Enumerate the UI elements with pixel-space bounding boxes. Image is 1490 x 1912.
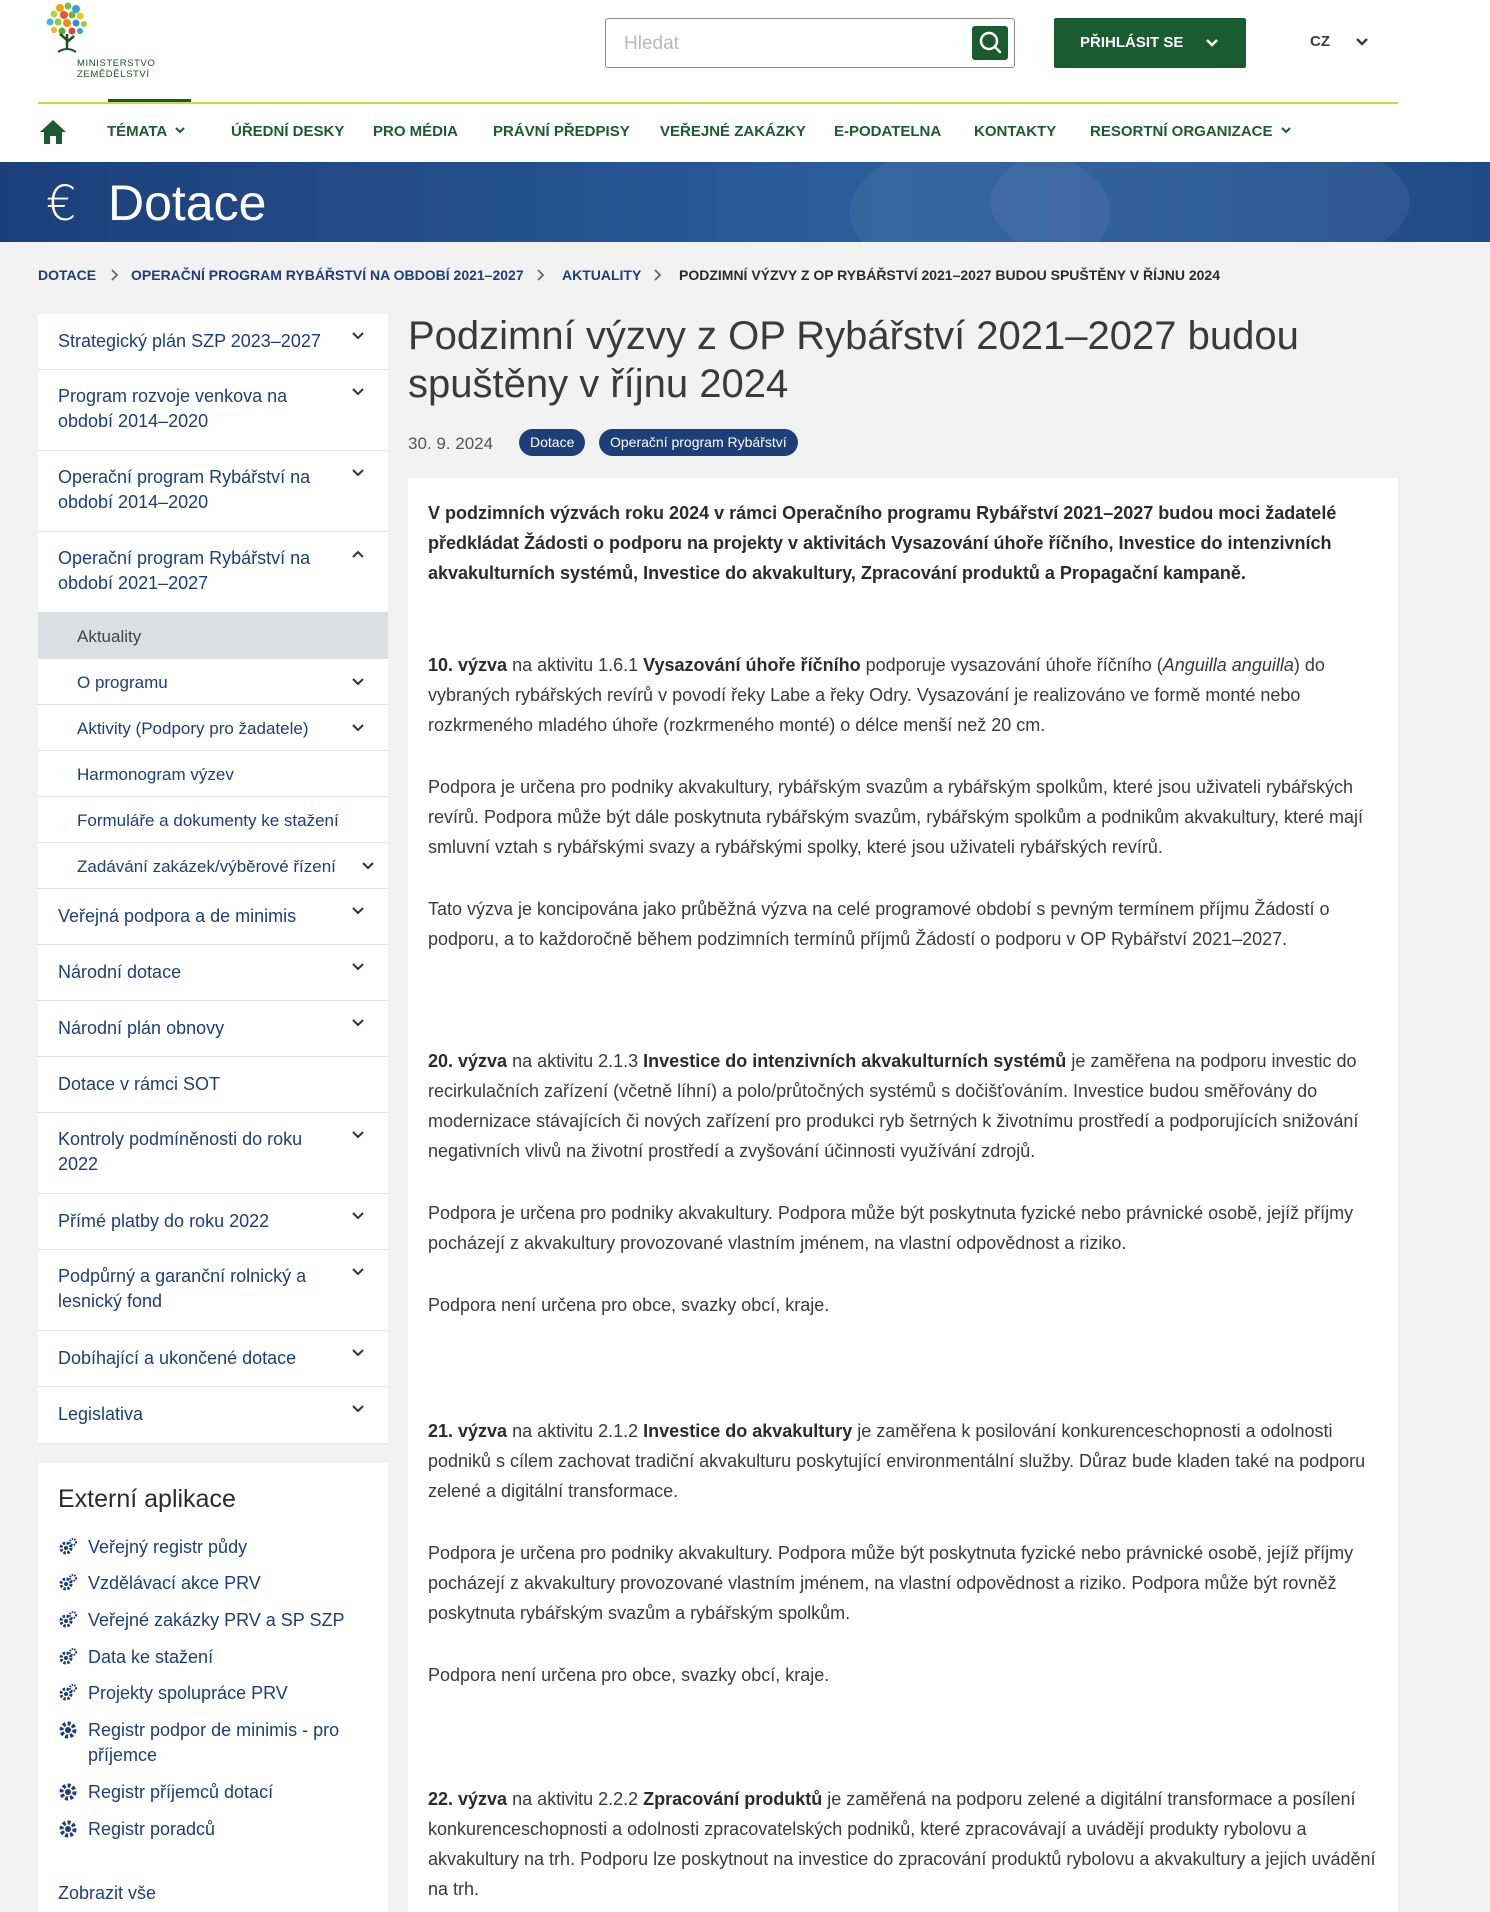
external-app-label: Veřejný registr půdy <box>88 1537 248 1557</box>
section-banner <box>0 162 1490 242</box>
sidebar-item[interactable] <box>38 1194 388 1250</box>
chevron-down-icon[interactable] <box>350 674 366 690</box>
chevron-right-icon <box>535 268 547 282</box>
sidebar-item-label: Dotace v rámci SOT <box>58 1074 221 1094</box>
gear-icon <box>58 1782 78 1802</box>
external-app-label: Registr poradců <box>88 1819 216 1839</box>
gears-icon <box>58 1610 78 1630</box>
nav-item-e-podatelna[interactable]: E-PODATELNA <box>834 123 942 140</box>
chevron-down-icon[interactable] <box>350 328 366 344</box>
sidebar-subitem[interactable] <box>38 659 388 705</box>
external-app-label: Projekty spolupráce PRV <box>88 1683 288 1703</box>
nav-active-indicator <box>108 99 191 102</box>
paragraph-text: ) do vybraných rybářských revírů v povodí řeky Labe a řeky Odry. Vysazování je realizováno ve formě monté nebo rozkrmeného mladého úhoře (rozkrmeného monté) o délce menší než 20 cm. <box>428 655 1325 735</box>
chevron-down-icon[interactable] <box>350 1015 366 1031</box>
sidebar-item-label: Aktuality <box>77 627 142 646</box>
sidebar-item-label: Formuláře a dokumenty ke stažení <box>77 811 339 830</box>
chevron-down-icon[interactable] <box>1353 33 1371 51</box>
nav-item-verejne-zakazky[interactable]: VEŘEJNÉ ZAKÁZKY <box>660 123 806 140</box>
sidebar-item[interactable] <box>38 370 388 451</box>
article-body <box>408 478 1398 1912</box>
chevron-down-icon[interactable] <box>350 1127 366 1143</box>
gears-icon <box>58 1537 78 1557</box>
chevron-down-icon[interactable] <box>360 858 376 874</box>
search-box <box>605 18 1015 68</box>
nav-item-pravni-predpisy[interactable]: PRÁVNÍ PŘEDPISY <box>493 123 630 140</box>
sidebar-subitem[interactable] <box>38 751 388 797</box>
banner-decoration <box>850 162 1110 242</box>
article-paragraph <box>428 1416 1383 1506</box>
nav-label: RESORTNÍ ORGANIZACE <box>1090 123 1273 140</box>
nav-item-kontakty[interactable]: KONTAKTY <box>974 123 1057 140</box>
chevron-down-icon[interactable] <box>350 1345 366 1361</box>
article-paragraph <box>428 1046 1383 1166</box>
sidebar-item-label: Národní dotace <box>58 962 182 982</box>
chevron-right-icon <box>652 268 664 282</box>
sidebar-item-label: Operační program Rybářství na období 2014–2020 <box>58 467 311 512</box>
sidebar-item[interactable] <box>38 451 388 532</box>
sidebar-subitem[interactable] <box>38 843 388 889</box>
banner-title: Dotace <box>108 175 267 231</box>
nav-item-resortni-organizace[interactable] <box>1090 123 1291 140</box>
article-paragraph: Podpora je určena pro podniky akvakultury. Podpora může být poskytnuta fyzické nebo právnické osobě, jejíž příjmy pocházejí z akvakultury provozované vlastním jménem, na vlastní odpovědnost a riziko. Podpora může být rovněž poskytnuta rybářským svazům a rybářským spolkům. <box>428 1543 1354 1623</box>
article-paragraph <box>428 1784 1383 1904</box>
chevron-up-icon[interactable] <box>350 546 366 562</box>
sidebar-item[interactable] <box>38 1331 388 1387</box>
activity-name: Zpracování produktů <box>643 1789 823 1809</box>
sidebar-item-label: Zadávání zakázek/výběrové řízení <box>77 857 336 876</box>
sidebar-item-label: Přímé platby do roku 2022 <box>58 1211 270 1231</box>
chevron-down-icon[interactable] <box>350 465 366 481</box>
nav-item-temata[interactable] <box>107 123 185 140</box>
chevron-down-icon[interactable] <box>350 1264 366 1280</box>
sidebar-item[interactable] <box>38 889 388 945</box>
sidebar-item-label: Legislativa <box>58 1404 144 1424</box>
logo-text: MINISTERSTVO ZEMĚDĚLSTVÍ <box>77 58 156 80</box>
article-date: 30. 9. 2024 <box>408 434 494 453</box>
article-paragraph: Podpora je určena pro podniky akvakultury. Podpora může být poskytnuta fyzické nebo právnické osobě, jejíž příjmy pocházejí z akvakultury provozované vlastním jménem, na vlastní odpovědnost a riziko. <box>428 1203 1354 1253</box>
sidebar-item[interactable] <box>38 1001 388 1057</box>
sidebar-item-label: Veřejná podpora a de minimis <box>58 906 297 926</box>
search-icon <box>972 26 1008 60</box>
sidebar-item[interactable] <box>38 945 388 1001</box>
sidebar-subitem[interactable] <box>38 797 388 843</box>
paragraph-text: podporuje vysazování úhoře říčního ( <box>860 655 1163 675</box>
chevron-down-icon <box>1281 126 1291 134</box>
paragraph-text: na aktivitu 2.1.2 <box>507 1421 644 1441</box>
article-paragraph <box>428 650 1383 740</box>
search-button[interactable] <box>972 26 1008 60</box>
external-app-label: Vzdělávací akce PRV <box>88 1573 261 1593</box>
gears-icon <box>58 1647 78 1667</box>
article-paragraph: Podpora není určena pro obce, svazky obcí, kraje. <box>428 1295 830 1315</box>
header-divider <box>38 102 1398 104</box>
paragraph-text: je zaměřena k posilování konkurenceschopnosti a odolnosti podniků s cílem zachovat tradiční akvakulturu poskytující environmentální služby. Důraz bude kladen také na podporu zelené a digitální transformace. <box>428 1421 1366 1501</box>
language-selector[interactable]: CZ <box>1310 33 1330 50</box>
sidebar-item-label: Harmonogram výzev <box>77 765 234 784</box>
login-label: PŘIHLÁSIT SE <box>1080 34 1184 51</box>
article-paragraph: Tato výzva je koncipována jako průběžná výzva na celé programové období s pevným termínem příjmu Žádostí o podporu, a to každoročně během podzimních termínů příjmů Žádostí o podporu v OP Rybářství 2021–2027. <box>428 899 1330 949</box>
sidebar-item-label: Dobíhající a ukončené dotace <box>58 1348 297 1368</box>
sidebar-item-label: Program rozvoje venkova na období 2014–2020 <box>58 386 288 431</box>
chevron-down-icon[interactable] <box>350 720 366 736</box>
sidebar-item[interactable] <box>38 1250 388 1331</box>
tag-badge[interactable]: Operační program Rybářství <box>599 429 798 456</box>
chevron-down-icon[interactable] <box>350 1208 366 1224</box>
site-header <box>0 0 1490 162</box>
chevron-down-icon[interactable] <box>350 903 366 919</box>
paragraph-text: je zaměřená na podporu zelené a digitální transformace a posílení konkurenceschopnosti a odolnosti zpracovatelských podniků, které zpracovávají a uvádějí produkty rybolovu a akvakultury na trh. Podporu lze poskytnout na investice do zpracování produktů rybolovu a akvakultury a jejich uvádění na trh. <box>428 1789 1376 1899</box>
chevron-right-icon <box>109 268 121 282</box>
external-app-label: Data ke stažení <box>88 1647 214 1667</box>
article-paragraph: Podpora je určena pro podniky akvakultury, rybářským svazům a rybářským spolkům, které jsou uživateli rybářských revírů. Podpora může být dále poskytnuta rybářským svazům, rybářským spolkům a podnikům akvakultury, které mají smluvní vztah s rybářskými svazy a rybářskými spolky, které jsou uživateli rybářských revírů. <box>428 777 1364 857</box>
external-app-label: Registr podpor de minimis - pro příjemce <box>88 1720 340 1765</box>
gears-icon <box>58 1683 78 1703</box>
sidebar-item-label: Podpůrný a garanční rolnický a lesnický fond <box>58 1266 307 1311</box>
paragraph-text: na aktivitu 2.1.3 <box>507 1051 644 1071</box>
latin-name: Anguilla anguilla <box>1162 655 1294 675</box>
breadcrumb-link[interactable]: AKTUALITY <box>562 267 642 283</box>
paragraph-text: na aktivitu 1.6.1 <box>507 655 644 675</box>
breadcrumb-link[interactable]: DOTACE <box>38 267 97 283</box>
tag-badge[interactable]: Dotace <box>519 429 585 456</box>
sidebar-item-label: Operační program Rybářství na období 2021–2027 <box>58 548 311 593</box>
sidebar-subitem-active[interactable] <box>38 613 388 659</box>
login-button[interactable] <box>1054 18 1246 68</box>
external-app-label: Veřejné zakázky PRV a SP SZP <box>88 1610 345 1630</box>
sidebar-item-label: O programu <box>77 673 168 692</box>
tree-logo-icon <box>38 0 148 62</box>
sidebar-nav <box>38 314 388 1444</box>
paragraph-text: na aktivitu 2.2.2 <box>507 1789 644 1809</box>
call-number: 10. výzva <box>428 655 508 675</box>
article-lead: V podzimních výzvách roku 2024 v rámci Operačního programu Rybářství 2021–2027 budou moci žadatelé předkládat Žádosti o podporu na projekty v aktivitách Vysazování úhoře říčního, Investice do intenzivních akvakulturních systémů, Investice do akvakultury, Zpracování produktů a Propagační kampaně. <box>428 503 1337 583</box>
chevron-down-icon <box>1204 35 1220 51</box>
sidebar-item[interactable] <box>38 1113 388 1194</box>
external-apps-title: Externí aplikace <box>58 1485 236 1513</box>
sidebar-item[interactable] <box>38 1057 388 1113</box>
breadcrumb-current: PODZIMNÍ VÝZVY Z OP RYBÁŘSTVÍ 2021–2027 BUDOU SPUŠTĚNY V ŘÍJNU 2024 <box>679 267 1220 283</box>
gear-icon <box>58 1720 78 1740</box>
nav-item-pro-media[interactable]: PRO MÉDIA <box>373 123 459 140</box>
article-title: Podzimní výzvy z OP Rybářství 2021–2027 budou spuštěny v říjnu 2024 <box>408 314 1299 406</box>
breadcrumb-link[interactable]: OPERAČNÍ PROGRAM RYBÁŘSTVÍ NA OBDOBÍ 2021–2027 <box>131 267 524 283</box>
paragraph-text: je zaměřena na podporu investic do recirkulačních zařízení (včetně líhní) a polo/průtočných systémů s dočišťováním. Investice budou směřovány do modernizace stávajících či nových zařízení pro produkci ryb šetrných k životnímu prostředí a podporujících snižování negativních vlivů na životní prostředí a zvyšování účinnosti využívání zdrojů. <box>428 1051 1359 1161</box>
sidebar-item-label: Aktivity (Podpory pro žadatele) <box>77 719 309 738</box>
sidebar-item-expanded[interactable] <box>38 532 388 613</box>
sidebar-item-label: Národní plán obnovy <box>58 1018 225 1038</box>
call-number: 22. výzva <box>428 1789 508 1809</box>
external-apps-panel <box>38 1463 388 1912</box>
chevron-down-icon <box>175 126 185 134</box>
activity-name: Vysazování úhoře říčního <box>643 655 861 675</box>
activity-name: Investice do akvakultury <box>643 1421 853 1441</box>
sidebar-item[interactable] <box>38 1387 388 1444</box>
call-number: 20. výzva <box>428 1051 508 1071</box>
gear-icon <box>58 1819 78 1839</box>
nav-item-uredni-desky[interactable]: ÚŘEDNÍ DESKY <box>231 123 345 140</box>
chevron-down-icon[interactable] <box>350 384 366 400</box>
show-all-link[interactable]: Zobrazit vše <box>58 1883 157 1903</box>
sidebar-item-label: Kontroly podmíněnosti do roku 2022 <box>58 1129 303 1174</box>
chevron-down-icon[interactable] <box>350 1401 366 1417</box>
chevron-down-icon[interactable] <box>350 959 366 975</box>
home-icon[interactable] <box>38 118 68 146</box>
nav-label: TÉMATA <box>107 123 168 140</box>
sidebar-subitem[interactable] <box>38 705 388 751</box>
sidebar-item[interactable] <box>38 314 388 370</box>
euro-icon: € <box>46 176 77 232</box>
ministry-logo[interactable] <box>38 0 228 80</box>
article-paragraph: Podpora není určena pro obce, svazky obcí, kraje. <box>428 1665 830 1685</box>
external-app-label: Registr příjemců dotací <box>88 1782 274 1802</box>
activity-name: Investice do intenzivních akvakulturních systémů <box>643 1051 1067 1071</box>
call-number: 21. výzva <box>428 1421 508 1441</box>
gears-icon <box>58 1573 78 1593</box>
sidebar-item-label: Strategický plán SZP 2023–2027 <box>58 331 321 351</box>
search-input[interactable] <box>624 31 954 57</box>
